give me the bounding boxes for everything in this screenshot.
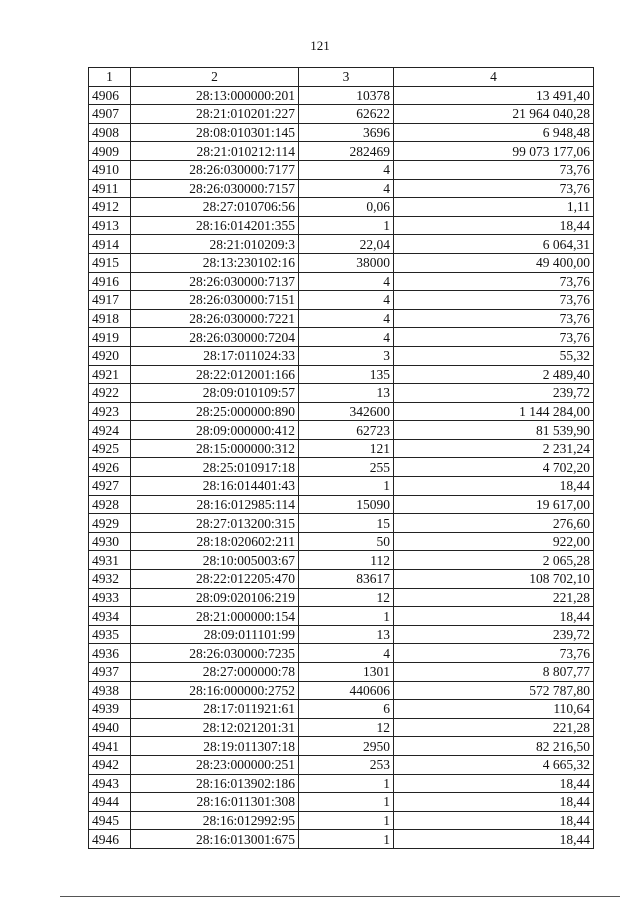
cadastral-number-cell: 28:12:021201:31 [131, 718, 299, 737]
amount-cell: 73,76 [394, 309, 594, 328]
row-number-cell: 4918 [89, 309, 131, 328]
row-number-cell: 4936 [89, 644, 131, 663]
table-row [89, 681, 594, 700]
amount-cell: 99 073 177,06 [394, 142, 594, 161]
table-row [89, 644, 594, 663]
table-row [89, 495, 594, 514]
table-row [89, 514, 594, 533]
cadastral-number-cell: 28:16:012992:95 [131, 811, 299, 830]
amount-cell: 73,76 [394, 179, 594, 198]
row-number-cell: 4924 [89, 421, 131, 440]
cadastral-number-cell: 28:13:230102:16 [131, 253, 299, 272]
table-row [89, 123, 594, 142]
amount-cell: 13 491,40 [394, 86, 594, 105]
row-number-cell: 4907 [89, 105, 131, 124]
area-cell: 15090 [299, 495, 394, 514]
area-cell: 3 [299, 346, 394, 365]
amount-cell: 19 617,00 [394, 495, 594, 514]
row-number-cell: 4908 [89, 123, 131, 142]
area-cell: 440606 [299, 681, 394, 700]
table-row [89, 755, 594, 774]
cadastral-number-cell: 28:09:000000:412 [131, 421, 299, 440]
column-header-2: 2 [131, 68, 299, 87]
table-row [89, 291, 594, 310]
cadastral-number-cell: 28:09:011101:99 [131, 625, 299, 644]
cadastral-number-cell: 28:16:011301:308 [131, 793, 299, 812]
amount-cell: 2 065,28 [394, 551, 594, 570]
amount-cell: 73,76 [394, 328, 594, 347]
row-number-cell: 4912 [89, 198, 131, 217]
cadastral-number-cell: 28:25:010917:18 [131, 458, 299, 477]
table-row [89, 663, 594, 682]
amount-cell: 55,32 [394, 346, 594, 365]
cadastral-number-cell: 28:16:012985:114 [131, 495, 299, 514]
table-row [89, 737, 594, 756]
amount-cell: 572 787,80 [394, 681, 594, 700]
table-row [89, 458, 594, 477]
cadastral-number-cell: 28:27:013200:315 [131, 514, 299, 533]
row-number-cell: 4931 [89, 551, 131, 570]
area-cell: 4 [299, 272, 394, 291]
table-row [89, 532, 594, 551]
row-number-cell: 4934 [89, 607, 131, 626]
table-row [89, 700, 594, 719]
cadastral-number-cell: 28:15:000000:312 [131, 439, 299, 458]
amount-cell: 73,76 [394, 160, 594, 179]
row-number-cell: 4911 [89, 179, 131, 198]
cadastral-number-cell: 28:17:011921:61 [131, 700, 299, 719]
table-row [89, 384, 594, 403]
amount-cell: 2 231,24 [394, 439, 594, 458]
area-cell: 0,06 [299, 198, 394, 217]
table-row [89, 830, 594, 849]
amount-cell: 1 144 284,00 [394, 402, 594, 421]
area-cell: 4 [299, 328, 394, 347]
cadastral-number-cell: 28:22:012001:166 [131, 365, 299, 384]
row-number-cell: 4919 [89, 328, 131, 347]
row-number-cell: 4915 [89, 253, 131, 272]
area-cell: 2950 [299, 737, 394, 756]
table-row [89, 365, 594, 384]
cadastral-number-cell: 28:21:010209:3 [131, 235, 299, 254]
cadastral-number-cell: 28:27:000000:78 [131, 663, 299, 682]
row-number-cell: 4929 [89, 514, 131, 533]
row-number-cell: 4946 [89, 830, 131, 849]
area-cell: 1301 [299, 663, 394, 682]
cadastral-number-cell: 28:16:013902:186 [131, 774, 299, 793]
row-number-cell: 4928 [89, 495, 131, 514]
amount-cell: 922,00 [394, 532, 594, 551]
column-header-3: 3 [299, 68, 394, 87]
row-number-cell: 4933 [89, 588, 131, 607]
cadastral-number-cell: 28:23:000000:251 [131, 755, 299, 774]
cadastral-number-cell: 28:26:030000:7235 [131, 644, 299, 663]
amount-cell: 110,64 [394, 700, 594, 719]
amount-cell: 73,76 [394, 272, 594, 291]
row-number-cell: 4906 [89, 86, 131, 105]
amount-cell: 4 702,20 [394, 458, 594, 477]
row-number-cell: 4920 [89, 346, 131, 365]
row-number-cell: 4916 [89, 272, 131, 291]
area-cell: 1 [299, 793, 394, 812]
area-cell: 1 [299, 830, 394, 849]
amount-cell: 4 665,32 [394, 755, 594, 774]
amount-cell: 2 489,40 [394, 365, 594, 384]
table-row [89, 718, 594, 737]
area-cell: 38000 [299, 253, 394, 272]
area-cell: 4 [299, 309, 394, 328]
table-row [89, 216, 594, 235]
table-row [89, 793, 594, 812]
area-cell: 62622 [299, 105, 394, 124]
table-row [89, 309, 594, 328]
row-number-cell: 4939 [89, 700, 131, 719]
cadastral-number-cell: 28:16:014401:43 [131, 477, 299, 496]
row-number-cell: 4945 [89, 811, 131, 830]
table-row [89, 142, 594, 161]
table-row [89, 811, 594, 830]
cadastral-number-cell: 28:10:005003:67 [131, 551, 299, 570]
area-cell: 1 [299, 216, 394, 235]
area-cell: 255 [299, 458, 394, 477]
footer-divider [60, 896, 620, 897]
table-row [89, 607, 594, 626]
area-cell: 121 [299, 439, 394, 458]
table-row [89, 86, 594, 105]
amount-cell: 82 216,50 [394, 737, 594, 756]
cadastral-number-cell: 28:13:000000:201 [131, 86, 299, 105]
area-cell: 62723 [299, 421, 394, 440]
area-cell: 4 [299, 644, 394, 663]
area-cell: 4 [299, 179, 394, 198]
amount-cell: 239,72 [394, 384, 594, 403]
cadastral-number-cell: 28:27:010706:56 [131, 198, 299, 217]
cadastral-number-cell: 28:08:010301:145 [131, 123, 299, 142]
amount-cell: 81 539,90 [394, 421, 594, 440]
cadastral-number-cell: 28:26:030000:7204 [131, 328, 299, 347]
table-row [89, 439, 594, 458]
cadastral-number-cell: 28:22:012205:470 [131, 570, 299, 589]
amount-cell: 73,76 [394, 644, 594, 663]
row-number-cell: 4944 [89, 793, 131, 812]
table-row [89, 774, 594, 793]
area-cell: 50 [299, 532, 394, 551]
cadastral-number-cell: 28:21:000000:154 [131, 607, 299, 626]
table-row [89, 160, 594, 179]
table-row [89, 179, 594, 198]
amount-cell: 8 807,77 [394, 663, 594, 682]
amount-cell: 6 064,31 [394, 235, 594, 254]
area-cell: 10378 [299, 86, 394, 105]
area-cell: 1 [299, 477, 394, 496]
table-row [89, 570, 594, 589]
area-cell: 112 [299, 551, 394, 570]
area-cell: 135 [299, 365, 394, 384]
area-cell: 4 [299, 291, 394, 310]
data-table [88, 67, 594, 849]
amount-cell: 18,44 [394, 793, 594, 812]
row-number-cell: 4941 [89, 737, 131, 756]
table-row [89, 328, 594, 347]
table-row [89, 477, 594, 496]
amount-cell: 108 702,10 [394, 570, 594, 589]
row-number-cell: 4925 [89, 439, 131, 458]
amount-cell: 49 400,00 [394, 253, 594, 272]
row-number-cell: 4930 [89, 532, 131, 551]
cadastral-number-cell: 28:21:010212:114 [131, 142, 299, 161]
page-number: 121 [310, 38, 330, 53]
row-number-cell: 4926 [89, 458, 131, 477]
row-number-cell: 4940 [89, 718, 131, 737]
row-number-cell: 4937 [89, 663, 131, 682]
cadastral-number-cell: 28:26:030000:7151 [131, 291, 299, 310]
row-number-cell: 4917 [89, 291, 131, 310]
row-number-cell: 4921 [89, 365, 131, 384]
area-cell: 13 [299, 625, 394, 644]
table-row [89, 198, 594, 217]
amount-cell: 21 964 040,28 [394, 105, 594, 124]
area-cell: 282469 [299, 142, 394, 161]
cadastral-number-cell: 28:09:010109:57 [131, 384, 299, 403]
column-header-4: 4 [394, 68, 594, 87]
row-number-cell: 4935 [89, 625, 131, 644]
row-number-cell: 4914 [89, 235, 131, 254]
header-row [89, 68, 594, 87]
cadastral-number-cell: 28:26:030000:7137 [131, 272, 299, 291]
area-cell: 4 [299, 160, 394, 179]
amount-cell: 18,44 [394, 477, 594, 496]
cadastral-number-cell: 28:09:020106:219 [131, 588, 299, 607]
amount-cell: 18,44 [394, 607, 594, 626]
table-row [89, 346, 594, 365]
cadastral-number-cell: 28:19:011307:18 [131, 737, 299, 756]
area-cell: 13 [299, 384, 394, 403]
row-number-cell: 4913 [89, 216, 131, 235]
cadastral-number-cell: 28:26:030000:7221 [131, 309, 299, 328]
table-row [89, 272, 594, 291]
cadastral-number-cell: 28:16:014201:355 [131, 216, 299, 235]
row-number-cell: 4923 [89, 402, 131, 421]
cadastral-number-cell: 28:17:011024:33 [131, 346, 299, 365]
table-row [89, 421, 594, 440]
area-cell: 1 [299, 811, 394, 830]
area-cell: 83617 [299, 570, 394, 589]
area-cell: 6 [299, 700, 394, 719]
area-cell: 253 [299, 755, 394, 774]
row-number-cell: 4942 [89, 755, 131, 774]
amount-cell: 18,44 [394, 774, 594, 793]
table-row [89, 235, 594, 254]
cadastral-number-cell: 28:18:020602:211 [131, 532, 299, 551]
row-number-cell: 4943 [89, 774, 131, 793]
amount-cell: 221,28 [394, 588, 594, 607]
cadastral-number-cell: 28:25:000000:890 [131, 402, 299, 421]
area-cell: 12 [299, 718, 394, 737]
amount-cell: 1,11 [394, 198, 594, 217]
row-number-cell: 4922 [89, 384, 131, 403]
amount-cell: 73,76 [394, 291, 594, 310]
row-number-cell: 4938 [89, 681, 131, 700]
amount-cell: 6 948,48 [394, 123, 594, 142]
row-number-cell: 4932 [89, 570, 131, 589]
row-number-cell: 4910 [89, 160, 131, 179]
table-body [89, 86, 594, 848]
area-cell: 1 [299, 774, 394, 793]
row-number-cell: 4927 [89, 477, 131, 496]
area-cell: 15 [299, 514, 394, 533]
table-row [89, 551, 594, 570]
table-row [89, 588, 594, 607]
amount-cell: 239,72 [394, 625, 594, 644]
cadastral-number-cell: 28:16:000000:2752 [131, 681, 299, 700]
table-row [89, 253, 594, 272]
area-cell: 12 [299, 588, 394, 607]
cadastral-number-cell: 28:21:010201:227 [131, 105, 299, 124]
row-number-cell: 4909 [89, 142, 131, 161]
area-cell: 3696 [299, 123, 394, 142]
area-cell: 22,04 [299, 235, 394, 254]
table-row [89, 625, 594, 644]
amount-cell: 18,44 [394, 830, 594, 849]
area-cell: 1 [299, 607, 394, 626]
amount-cell: 18,44 [394, 216, 594, 235]
cadastral-number-cell: 28:26:030000:7177 [131, 160, 299, 179]
amount-cell: 18,44 [394, 811, 594, 830]
amount-cell: 221,28 [394, 718, 594, 737]
amount-cell: 276,60 [394, 514, 594, 533]
table-row [89, 105, 594, 124]
cadastral-number-cell: 28:16:013001:675 [131, 830, 299, 849]
column-header-1: 1 [89, 68, 131, 87]
cadastral-number-cell: 28:26:030000:7157 [131, 179, 299, 198]
area-cell: 342600 [299, 402, 394, 421]
table-row [89, 402, 594, 421]
